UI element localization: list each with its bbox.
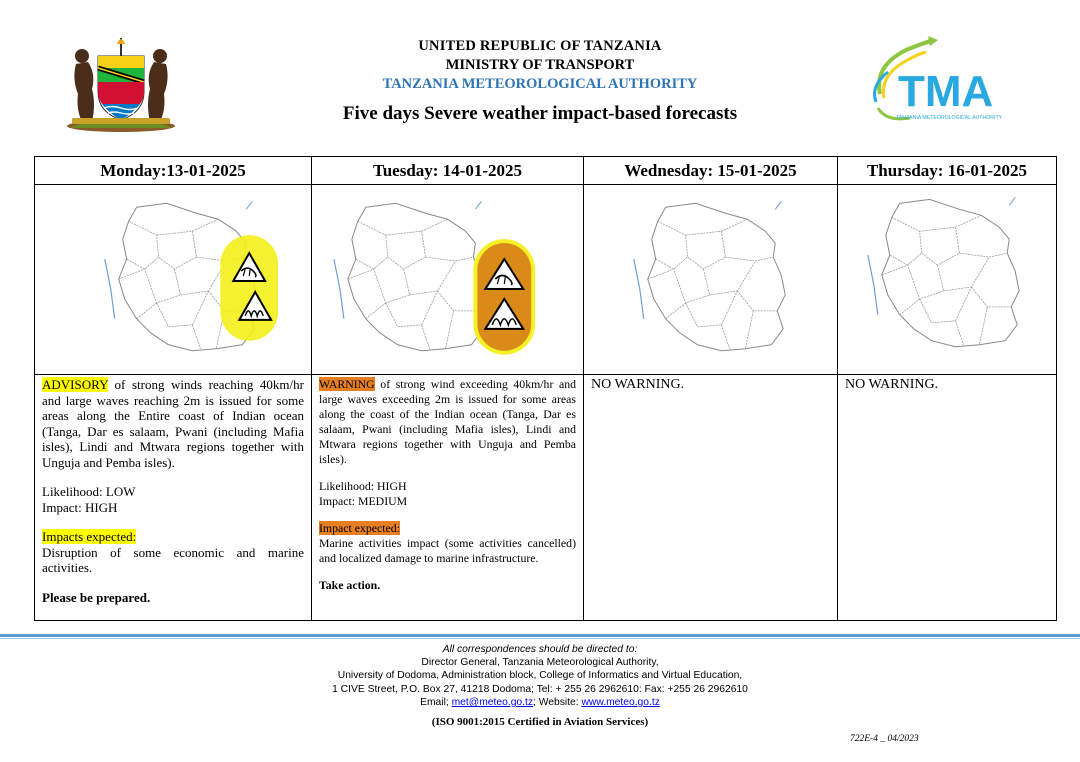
footer-iso: (ISO 9001:2015 Certified in Aviation Services) [431, 716, 649, 728]
header-authority: TANZANIA METEOROLOGICAL AUTHORITY [382, 76, 698, 92]
tanzania-map-monday [35, 185, 311, 374]
day-heading-monday: Monday:13-01-2025 [35, 157, 312, 185]
advisory-zone [220, 235, 278, 341]
river [246, 201, 252, 209]
impact-text: Impact: HIGH [42, 499, 118, 515]
river [475, 201, 481, 209]
advisory-label: ADVISORY [42, 377, 108, 392]
footer-director: Director General, Tanzania Meteorological Authority, [421, 657, 659, 668]
tanzania-map-thursday [838, 185, 1056, 374]
forecast-text-tuesday [312, 375, 584, 621]
forecast-text-thursday: NO WARNING. [838, 375, 1057, 621]
lake-shore [868, 255, 878, 315]
river [775, 201, 781, 209]
advisory-text: of strong winds reaching 40km/hr and large waves reaching 2m is issued for some areas along the Entire coast of Indian ocean (Tanga, Dar es salaam, Pwani (including Mafia isles), Lindi and Mtwara regions together with Unguja and Pemba isles). [42, 377, 304, 470]
page-title: Five days Severe weather impact-based forecasts [342, 103, 738, 124]
action-text: Take action. [319, 578, 381, 592]
country-outline [648, 203, 785, 350]
forecast-text-monday [35, 375, 312, 621]
day-heading-thursday: Thursday: 16-01-2025 [838, 157, 1057, 185]
map-row [35, 185, 1057, 375]
header-ministry: MINISTRY OF TRANSPORT [445, 57, 635, 73]
footer-contacts: Email; met@meteo.go.tz; Website: www.meteo.go.tz [420, 697, 660, 708]
map-cell-wednesday [584, 185, 838, 375]
footer-correspondence: All correspondences should be directed to: [442, 644, 638, 655]
text-row [35, 375, 1057, 621]
day-heading-wednesday: Wednesday: 15-01-2025 [584, 157, 838, 185]
country-outline [882, 199, 1019, 346]
tma-logo-subtext: TANZANIA METEOROLOGICAL AUTHORITY [896, 115, 1003, 121]
header-country: UNITED REPUBLIC OF TANZANIA [418, 38, 662, 54]
map-cell-monday [35, 185, 312, 375]
warning-paragraph [319, 377, 576, 467]
footer-address: 1 CIVE Street, P.O. Box 27, 41218 Dodoma; Tel: + 255 26 2962610: Fax: +255 26 2962610 [332, 684, 748, 695]
likelihood-text: Likelihood: HIGH [319, 479, 407, 493]
warning-label: WARNING [319, 377, 375, 391]
email-link[interactable]: met@meteo.go.tz [451, 697, 534, 708]
forecast-table [34, 156, 1057, 621]
river [1009, 197, 1015, 205]
impacts-expected-text: Disruption of some economic and marine activities. [42, 544, 304, 575]
forecast-text-wednesday: NO WARNING. [584, 375, 838, 621]
website-link[interactable]: www.meteo.go.tz [581, 697, 660, 708]
impact-text: Impact: MEDIUM [319, 494, 408, 508]
action-text: Please be prepared. [42, 589, 151, 605]
warning-text: of strong wind exceeding 40km/hr and large waves exceeding 2m is issued for some areas along the coast of the Indian ocean (Tanga, Dar es salaam, Pwani (including Mafia isles), Lindi and Mtwara regions together with Unguja and Pemba isles). [319, 377, 576, 466]
country-outline [348, 203, 485, 350]
lake-shore [634, 259, 644, 319]
footer-university: University of Dodoma, Administration block, College of Informatics and Virtual Education, [337, 670, 743, 681]
day-header-row [35, 157, 1057, 185]
tma-logo-wordmark: TMA [898, 67, 994, 116]
map-cell-thursday [838, 185, 1057, 375]
tanzania-map-wednesday [584, 185, 837, 374]
map-cell-tuesday [312, 185, 584, 375]
lake-shore [334, 259, 344, 319]
impacts-expected-text: Marine activities impact (some activities cancelled) and localized damage to marine infrastructure. [319, 536, 576, 565]
tma-logo [866, 36, 1006, 128]
footer-divider [0, 634, 1080, 637]
footer-divider-thin [0, 638, 1080, 639]
tanzania-map-tuesday [312, 185, 583, 374]
document-code: 722E-4 _ 04/2023 [850, 734, 919, 744]
day-heading-tuesday: Tuesday: 14-01-2025 [312, 157, 584, 185]
impacts-expected-label: Impacts expected: [42, 529, 137, 544]
coat-of-arms-emblem [62, 34, 180, 134]
likelihood-text: Likelihood: LOW [42, 484, 136, 499]
advisory-paragraph [42, 377, 304, 470]
impacts-expected-label: Impact expected: [319, 521, 400, 535]
lake-shore [105, 259, 115, 319]
